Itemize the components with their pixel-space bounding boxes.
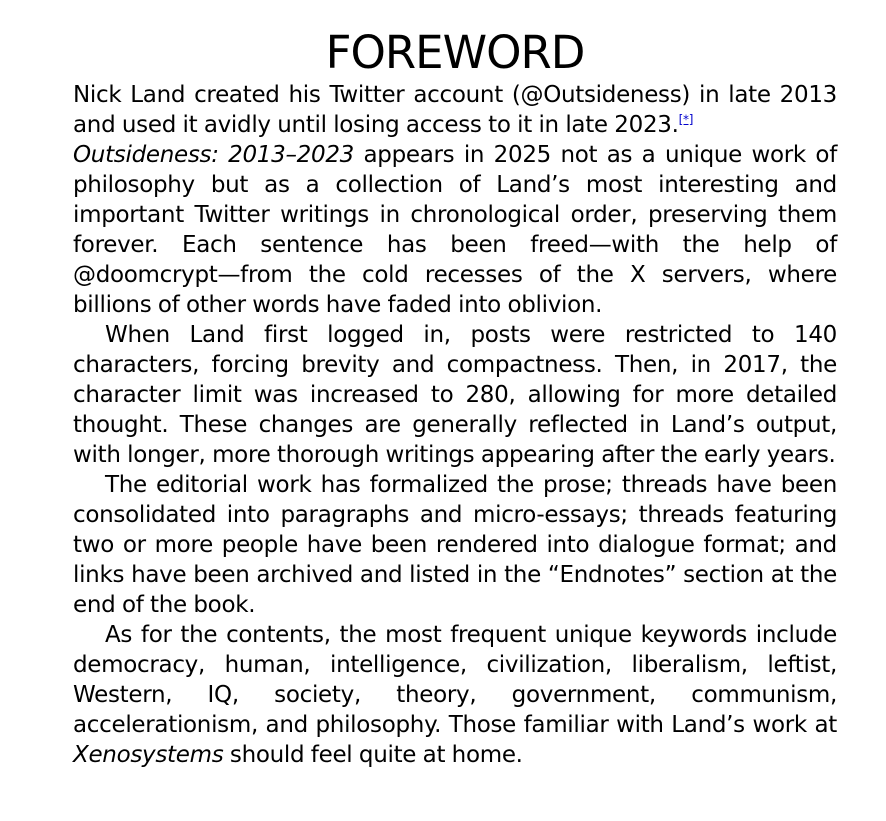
paragraph-2: When Land first logged in, posts were restricted to 140 characters, forcing brevity and compactness. Then, in 2017, the character limit was increased to 280, allowing for more detailed thought. These changes are generally reflected in Land’s output, with longer, more thorough writings appearing after the early years. — [73, 322, 837, 468]
foreword-page — [73, 26, 837, 770]
footnote-reference[interactable]: [*] — [678, 112, 694, 127]
page-title: FOREWORD — [325, 26, 585, 79]
book-title: Outsideness: 2013–2023 — [73, 142, 355, 168]
paragraph-1-text: Nick Land created his Twitter account (@Outsideness) in late 2013 and used it avidly until losing access to it in late 2023. — [73, 82, 837, 138]
site-name: Xenosystems — [73, 742, 224, 768]
paragraph-3: The editorial work has formalized the prose; threads have been consolidated into paragraphs and micro-essays; threads featuring two or more people have been rendered into dialogue format; and links have been archived and listed in the “Endnotes” section at the end of the book. — [73, 472, 837, 618]
paragraph-4 — [73, 620, 837, 770]
paragraph-4-end: should feel quite at home. — [223, 742, 523, 768]
paragraph-1-continuation: appears in 2025 not as a unique work of philosophy but as a collection of Land’s most interesting and important Twitter writings in chronological order, preserving them forever. Each sentence has been freed—with the help of @doomcrypt—from the cold recesses of the X servers, where billions of other words have faded into oblivion. — [73, 142, 837, 318]
paragraph-1 — [73, 80, 837, 320]
paragraph-4-text: As for the contents, the most frequent unique keywords include democracy, human, intelligence, civilization, liberalism, leftist, Western, IQ, society, theory, government, communism, accelerationism, and philosophy. Those familiar with Land’s work at — [73, 622, 837, 738]
